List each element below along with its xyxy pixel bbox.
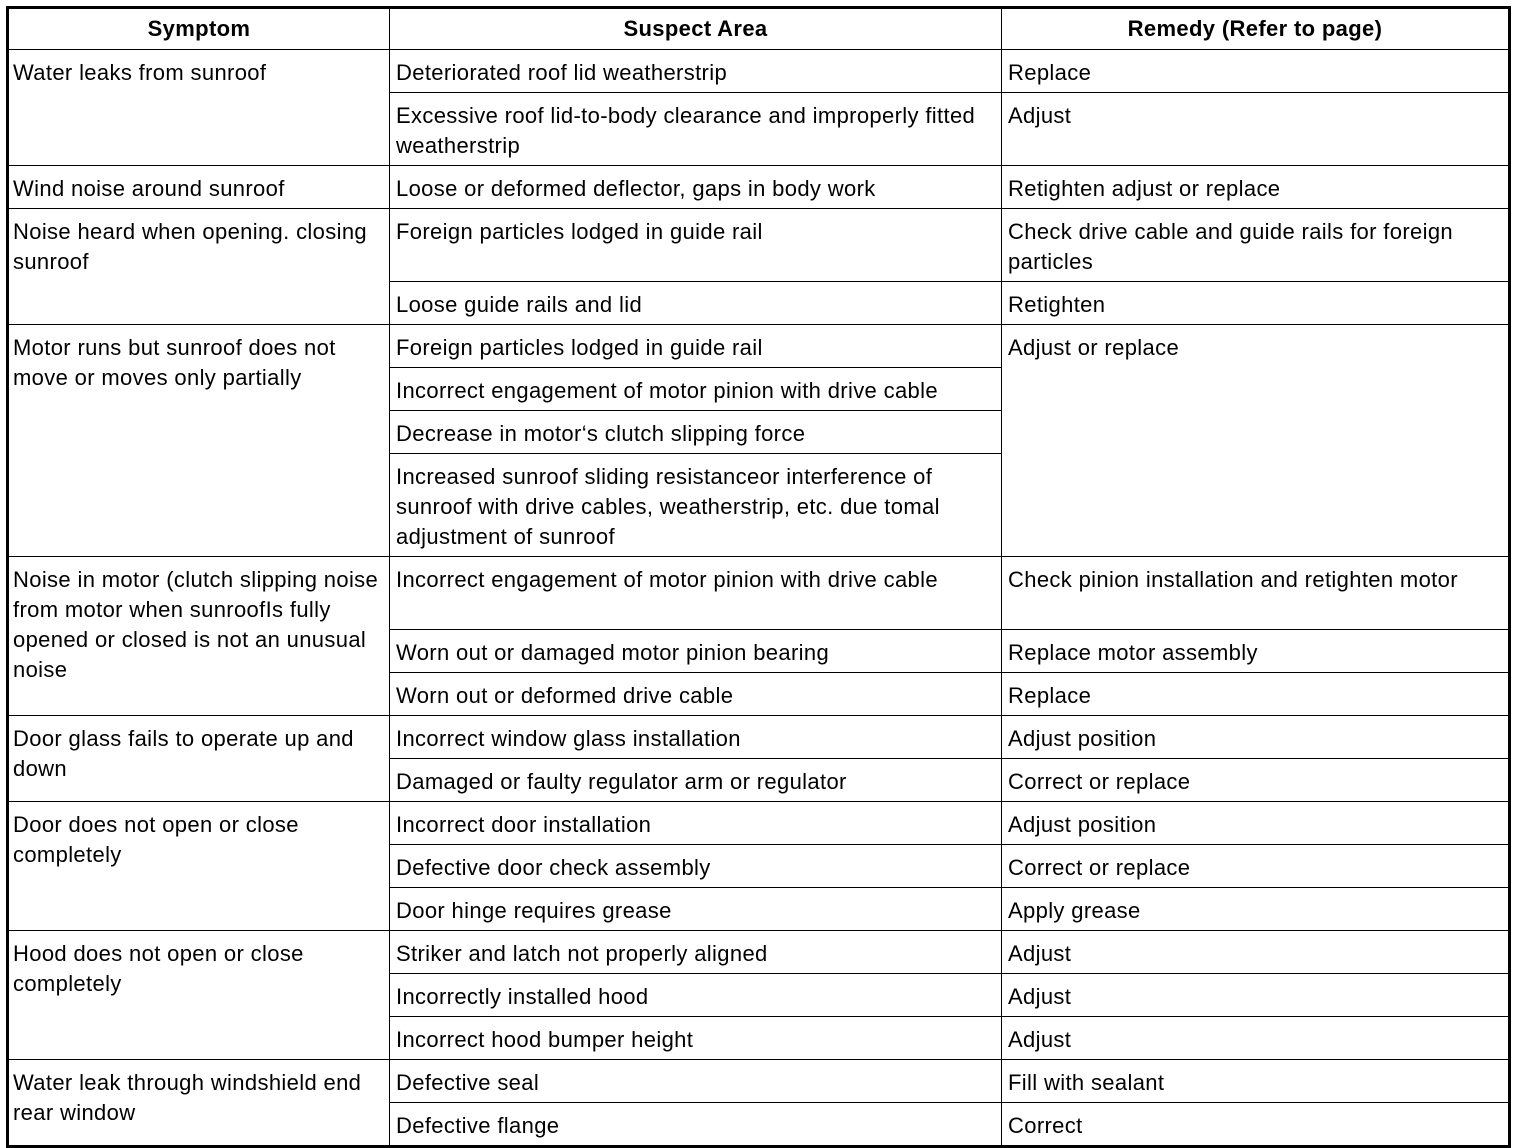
suspect-cell: Foreign particles lodged in guide rail xyxy=(390,325,1002,368)
header-row xyxy=(8,8,1510,50)
symptom-cell: Noise heard when opening. closing sunroof xyxy=(8,209,390,325)
suspect-cell: Worn out or damaged motor pinion bearing xyxy=(390,630,1002,673)
remedy-cell: Replace xyxy=(1002,673,1510,716)
remedy-cell: Apply grease xyxy=(1002,888,1510,931)
table-row xyxy=(8,1060,1510,1103)
suspect-cell: Worn out or deformed drive cable xyxy=(390,673,1002,716)
suspect-cell: Damaged or faulty regulator arm or regulator xyxy=(390,759,1002,802)
suspect-cell: Incorrect engagement of motor pinion with drive cable xyxy=(390,368,1002,411)
remedy-cell: Correct xyxy=(1002,1103,1510,1147)
remedy-cell: Adjust position xyxy=(1002,716,1510,759)
symptom-cell: Water leak through windshield end rear window xyxy=(8,1060,390,1147)
header-remedy: Remedy (Refer to page) xyxy=(1002,8,1510,50)
remedy-cell: Replace motor assembly xyxy=(1002,630,1510,673)
remedy-cell: Correct or replace xyxy=(1002,759,1510,802)
remedy-cell: Adjust xyxy=(1002,974,1510,1017)
suspect-cell: Striker and latch not properly aligned xyxy=(390,931,1002,974)
remedy-cell: Adjust position xyxy=(1002,802,1510,845)
symptom-cell: Motor runs but sunroof does not move or moves only partially xyxy=(8,325,390,557)
suspect-cell: Defective flange xyxy=(390,1103,1002,1147)
remedy-cell: Retighten xyxy=(1002,282,1510,325)
suspect-cell: Incorrect door installation xyxy=(390,802,1002,845)
table-row xyxy=(8,557,1510,630)
header-suspect-area: Suspect Area xyxy=(390,8,1002,50)
symptom-cell: Wind noise around sunroof xyxy=(8,166,390,209)
symptom-cell: Hood does not open or close completely xyxy=(8,931,390,1060)
remedy-cell: Adjust xyxy=(1002,1017,1510,1060)
suspect-cell: Deteriorated roof lid weatherstrip xyxy=(390,50,1002,93)
suspect-cell: Incorrectly installed hood xyxy=(390,974,1002,1017)
suspect-cell: Decrease in motor‘s clutch slipping force xyxy=(390,411,1002,454)
remedy-cell: Check drive cable and guide rails for foreign particles xyxy=(1002,209,1510,282)
suspect-cell: Loose guide rails and lid xyxy=(390,282,1002,325)
suspect-cell: Incorrect hood bumper height xyxy=(390,1017,1002,1060)
table-row xyxy=(8,209,1510,282)
table-row xyxy=(8,931,1510,974)
remedy-cell: Adjust xyxy=(1002,931,1510,974)
suspect-cell: Excessive roof lid-to-body clearance and improperly fitted weatherstrip xyxy=(390,93,1002,166)
symptom-cell: Noise in motor (clutch slipping noise from motor when sunroofIs fully opened or closed is not an unusual noise xyxy=(8,557,390,716)
symptom-cell: Door glass fails to operate up and down xyxy=(8,716,390,802)
table-row xyxy=(8,325,1510,368)
table-row xyxy=(8,802,1510,845)
remedy-cell: Adjust xyxy=(1002,93,1510,166)
remedy-cell: Retighten adjust or replace xyxy=(1002,166,1510,209)
header-symptom: Symptom xyxy=(8,8,390,50)
remedy-cell: Replace xyxy=(1002,50,1510,93)
suspect-cell: Incorrect engagement of motor pinion with drive cable xyxy=(390,557,1002,630)
remedy-cell: Fill with sealant xyxy=(1002,1060,1510,1103)
suspect-cell: Door hinge requires grease xyxy=(390,888,1002,931)
suspect-cell: Loose or deformed deflector, gaps in body work xyxy=(390,166,1002,209)
symptom-cell: Water leaks from sunroof xyxy=(8,50,390,166)
suspect-cell: Increased sunroof sliding resistanceor interference of sunroof with drive cables, weatherstrip, etc. due tomal adjustment of sunroof xyxy=(390,454,1002,557)
suspect-cell: Incorrect window glass installation xyxy=(390,716,1002,759)
remedy-cell: Correct or replace xyxy=(1002,845,1510,888)
table-row xyxy=(8,166,1510,209)
troubleshooting-table xyxy=(6,6,1511,1148)
suspect-cell: Defective seal xyxy=(390,1060,1002,1103)
table-row xyxy=(8,716,1510,759)
table-row xyxy=(8,50,1510,93)
remedy-cell: Adjust or replace xyxy=(1002,325,1510,557)
symptom-cell: Door does not open or close completely xyxy=(8,802,390,931)
suspect-cell: Defective door check assembly xyxy=(390,845,1002,888)
remedy-cell: Check pinion installation and retighten motor xyxy=(1002,557,1510,630)
suspect-cell: Foreign particles lodged in guide rail xyxy=(390,209,1002,282)
